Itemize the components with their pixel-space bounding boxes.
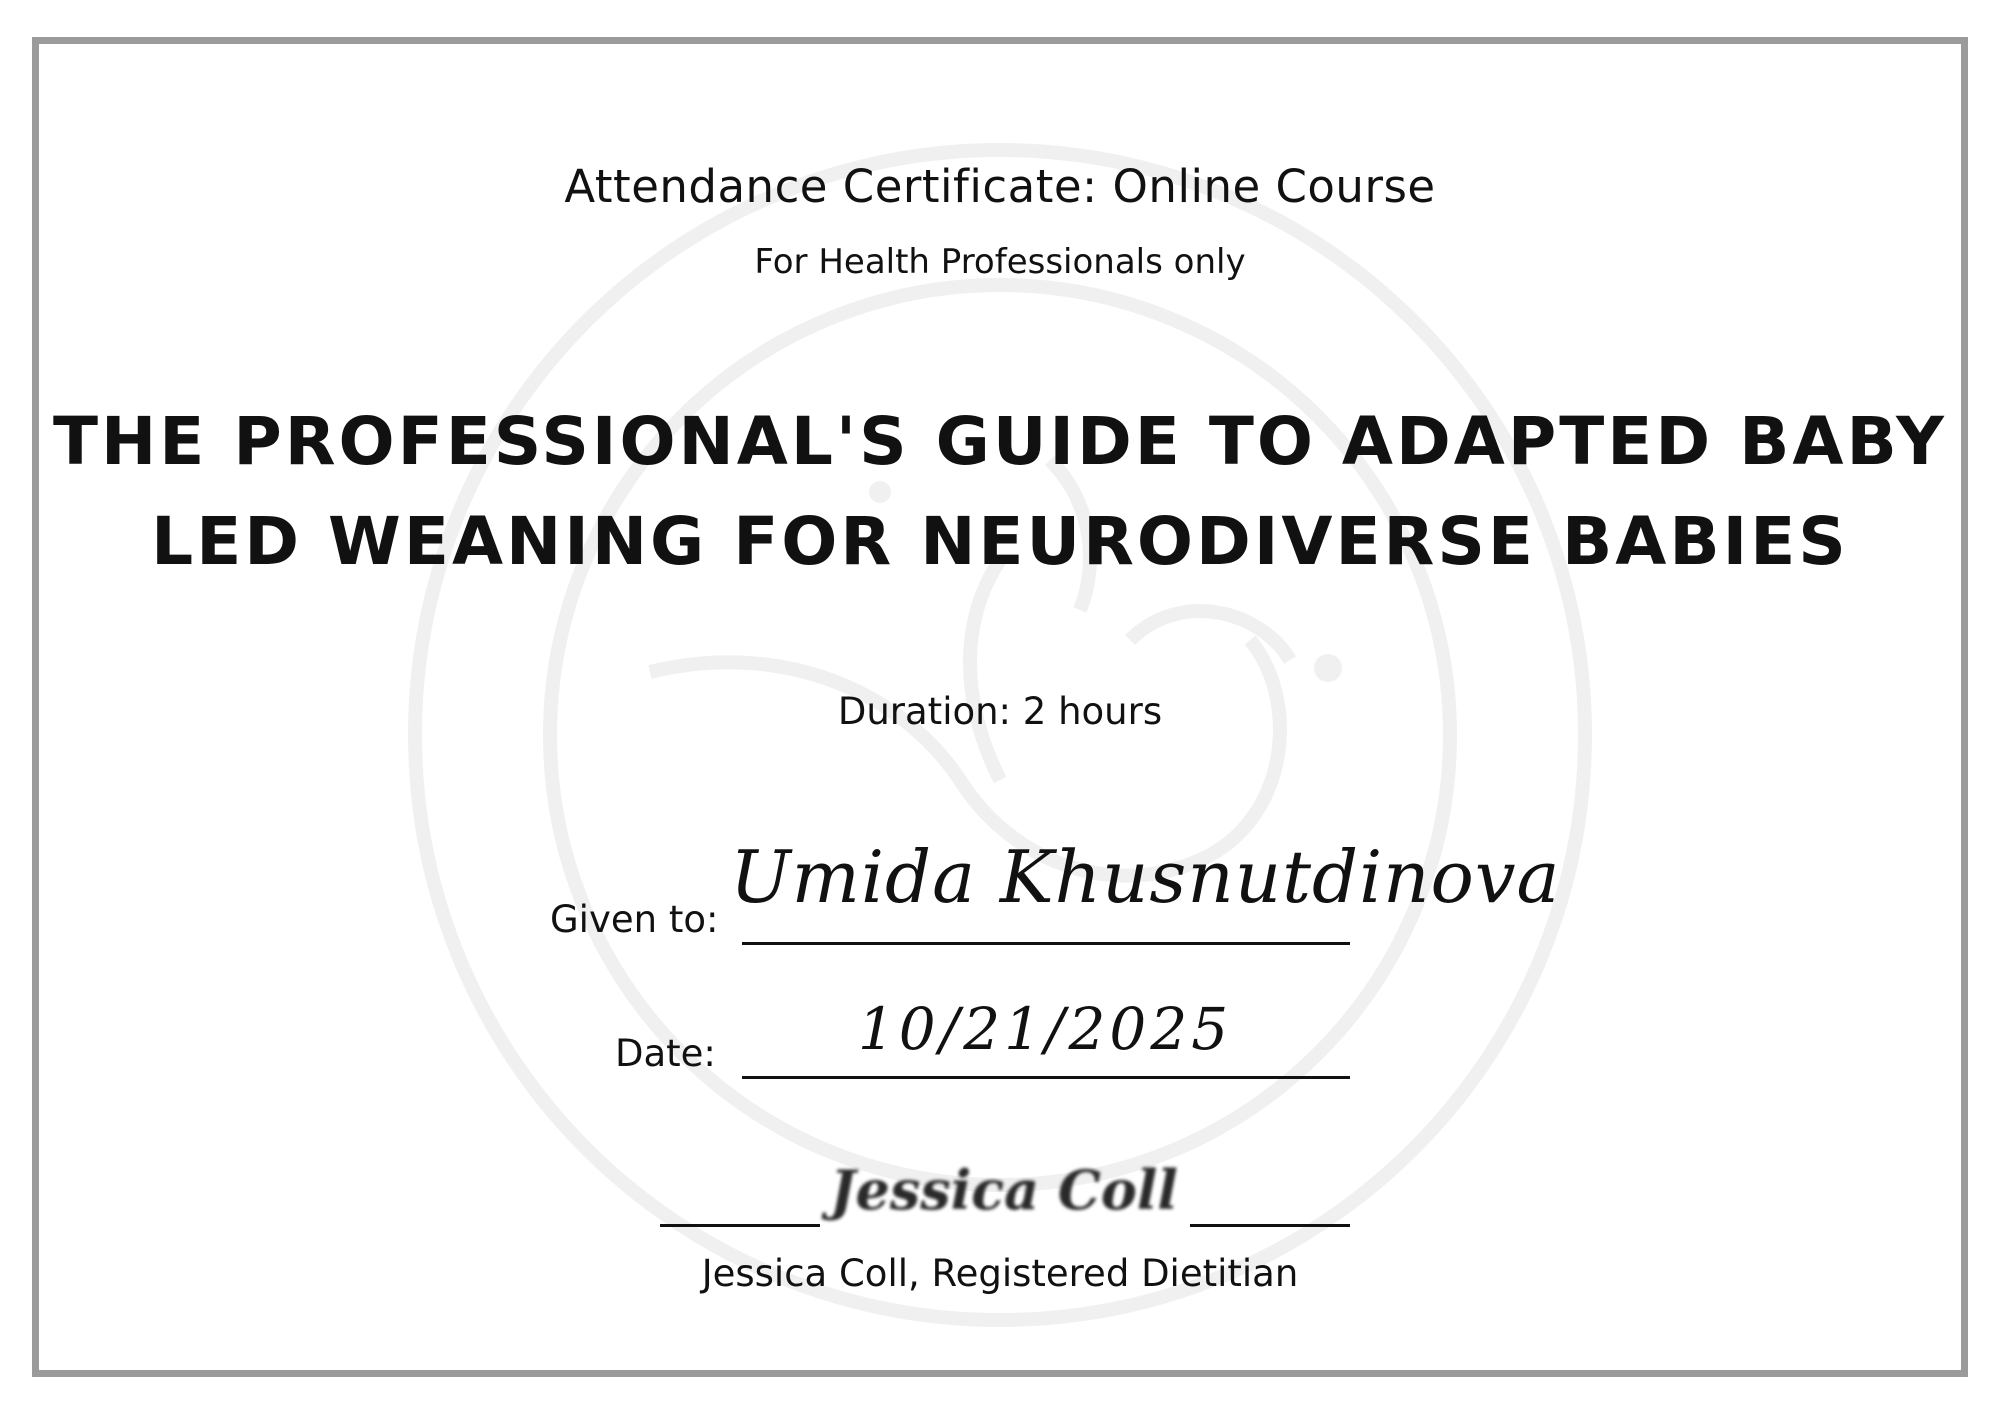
audience-note: For Health Professionals only xyxy=(754,242,1246,282)
course-title xyxy=(0,392,2000,592)
signature: Jessica Coll xyxy=(830,1158,1178,1222)
signer-name: Jessica Coll, Registered Dietitian xyxy=(701,1252,1299,1295)
recipient-underline xyxy=(742,942,1350,945)
signature-line-left xyxy=(660,1224,820,1227)
recipient-name: Umida Khusnutdinova xyxy=(730,835,1561,919)
date-underline xyxy=(742,1076,1350,1079)
date-value: 10/21/2025 xyxy=(857,995,1233,1063)
course-title-line-2: LED WEANING FOR NEURODIVERSE BABIES xyxy=(151,503,1849,580)
course-title-line-1: THE PROFESSIONAL'S GUIDE TO ADAPTED BABY xyxy=(53,403,1947,480)
certificate-subtitle: Attendance Certificate: Online Course xyxy=(564,160,1436,213)
course-duration: Duration: 2 hours xyxy=(837,690,1163,733)
given-to-label: Given to: xyxy=(550,898,719,941)
date-label: Date: xyxy=(615,1032,716,1075)
signature-line-right xyxy=(1190,1224,1350,1227)
